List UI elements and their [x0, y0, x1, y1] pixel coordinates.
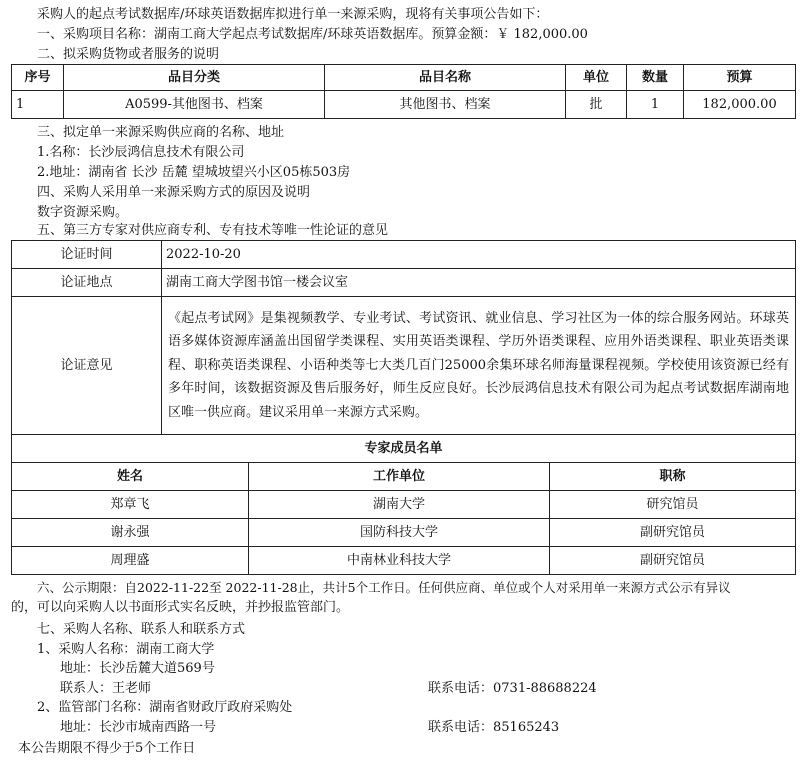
- intro-text: 采购人的起点考试数据库/环球英语数据库拟进行单一来源采购，现将有关事项公告如下：: [37, 7, 549, 22]
- demo-time-label: 论证时间: [12, 241, 162, 269]
- table-row: [12, 547, 796, 575]
- experts-header-org: 工作单位: [249, 463, 550, 491]
- publicity-period-line2: 的，可以向采购人以书面形式实名反映，并抄报监管部门。: [11, 600, 350, 615]
- demo-time-value: 2022-10-20: [162, 241, 796, 269]
- goods-cell-unit: 批: [566, 91, 627, 119]
- goods-header-unit: 单位: [566, 65, 627, 91]
- purchaser-address: 地址：长沙岳麓大道569号: [60, 661, 215, 676]
- goods-table-header-row: [12, 65, 796, 91]
- table-row: [12, 241, 796, 269]
- expert-name: 郑章飞: [12, 491, 249, 519]
- expert-org: 中南林业科技大学: [249, 547, 550, 575]
- purchaser-name: 1、采购人名称：湖南工商大学: [37, 642, 215, 657]
- reason-text: 数字资源采购。: [37, 205, 129, 220]
- experts-title-row: [12, 435, 796, 463]
- goods-cell-no: 1: [12, 91, 64, 119]
- supplier-address: 2.地址：湖南省 长沙 岳麓 望城坡望兴小区05栋503房: [37, 165, 351, 180]
- purchaser-contact: 联系人：王老师: [60, 681, 152, 696]
- expert-org: 湖南大学: [249, 491, 550, 519]
- experts-header-row: [12, 463, 796, 491]
- experts-title: 专家成员名单: [12, 435, 796, 463]
- goods-header-no: 序号: [12, 65, 64, 91]
- purchaser-phone: 联系电话：0731-88688224: [428, 681, 597, 696]
- goods-cell-budget: 182,000.00: [684, 91, 796, 119]
- expert-name: 谢永强: [12, 519, 249, 547]
- expert-org: 国防科技大学: [249, 519, 550, 547]
- project-name-line: 一、采购项目名称：湖南工商大学起点考试数据库/环球英语数据库。预算金额：￥ 182,000.00: [37, 27, 588, 42]
- goods-description-heading: 二、拟采购货物或者服务的说明: [37, 47, 220, 62]
- experts-header-title: 职称: [550, 463, 796, 491]
- demo-opinion-value: 《起点考试网》是集视频教学、专业考试、考试资讯、就业信息、学习社区为一体的综合服务网站。环球英语多媒体资源库涵盖出国留学类课程、实用英语类课程、学历外语类课程、应用外语类课程、职业英语类课程、职称英语类课程、小语种类等七大类几百门25000余集环球名师海量课程视频。学校使用该资源已经有多年时间，该数据资源及售后服务好，师生反应良好。长沙辰鸿信息技术有限公司为起点考试数据库湖南地区唯一供应商。建议采用单一来源方式采购。: [162, 297, 796, 435]
- expert-title: 研究馆员: [550, 491, 796, 519]
- footer-note: 本公告期限不得少于5个工作日: [18, 741, 196, 756]
- supplier-heading: 三、拟定单一来源采购供应商的名称、地址: [37, 125, 285, 140]
- contact-heading: 七、采购人名称、联系人和联系方式: [37, 622, 246, 637]
- experts-header-name: 姓名: [12, 463, 249, 491]
- demo-opinion-label: 论证意见: [12, 297, 162, 435]
- goods-header-item-name: 品目名称: [325, 65, 566, 91]
- table-row: [12, 297, 796, 435]
- supplier-name: 1.名称：长沙辰鸿信息技术有限公司: [37, 145, 245, 160]
- goods-header-category: 品目分类: [64, 65, 325, 91]
- demonstration-table: [11, 240, 796, 575]
- demo-place-label: 论证地点: [12, 269, 162, 297]
- supervisor-name: 2、监管部门名称：湖南省财政厅政府采购处: [37, 700, 293, 715]
- table-row: [12, 269, 796, 297]
- goods-table: [11, 64, 796, 119]
- goods-header-budget: 预算: [684, 65, 796, 91]
- goods-cell-category: A0599-其他图书、档案: [64, 91, 325, 119]
- demo-place-value: 湖南工商大学图书馆一楼会议室: [162, 269, 796, 297]
- reason-heading: 四、采购人采用单一来源采购方式的原因及说明: [37, 185, 311, 200]
- expert-opinion-heading: 五、第三方专家对供应商专利、专有技术等唯一性论证的意见: [37, 223, 389, 238]
- table-row: [12, 91, 796, 119]
- supervisor-phone: 联系电话：85165243: [428, 720, 560, 735]
- table-row: [12, 519, 796, 547]
- goods-header-quantity: 数量: [627, 65, 684, 91]
- publicity-period-line1: 六、公示期限：自2022-11-22至 2022-11-28止，共计5个工作日。任何供应商、单位或个人对采用单一来源方式公示有异议: [37, 580, 731, 595]
- goods-cell-item-name: 其他图书、档案: [325, 91, 566, 119]
- table-row: [12, 491, 796, 519]
- expert-name: 周理盛: [12, 547, 249, 575]
- goods-cell-quantity: 1: [627, 91, 684, 119]
- expert-title: 副研究馆员: [550, 547, 796, 575]
- supervisor-address: 地址：长沙市城南西路一号: [60, 720, 217, 735]
- expert-title: 副研究馆员: [550, 519, 796, 547]
